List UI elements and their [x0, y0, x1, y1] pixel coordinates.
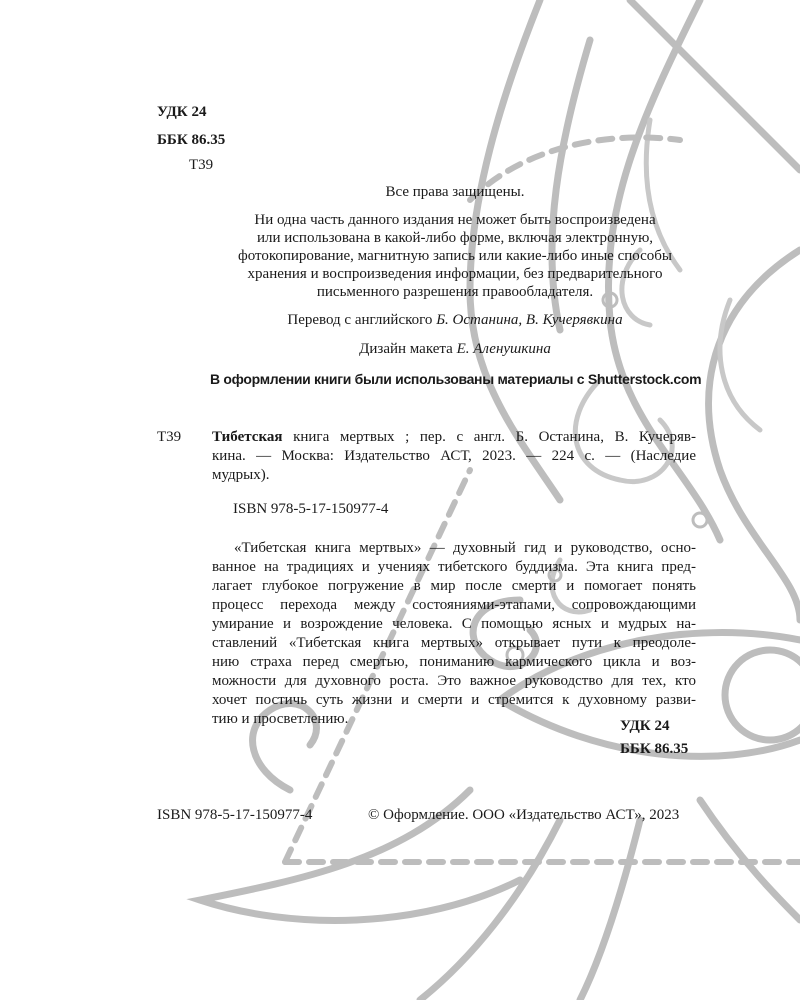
annotation-line: процесс перехода между состояниями-этапами, сопровождающими: [212, 597, 696, 613]
bibliography-line-2: кина. — Москва: Издательство АСТ, 2023. — 224 с. — (Наследие: [212, 448, 696, 464]
footer-copyright: © Оформление. ООО «Издательство АСТ», 2023: [368, 807, 680, 823]
annotation-line: можности для духовного роста. Это важное руководство для тех, кто: [212, 673, 696, 689]
rights-line-5: письменного разрешения правообладателя.: [316, 284, 594, 300]
bibliography-mark: Т39: [157, 429, 182, 445]
annotation-line: хочет постичь суть жизни и смерти и стремится к духовному разви-: [212, 692, 696, 708]
annotation-line: «Тибетская книга мертвых» — духовный гид и руководство, осно-: [234, 540, 696, 556]
annotation-line: умирание и возрождение человека. С помощью ясных и мудрых на-: [212, 616, 696, 632]
annotation-line: тию и просветлению.: [212, 711, 349, 727]
classification-udk: УДК 24: [620, 718, 670, 734]
inner-vein-2: [720, 300, 760, 430]
rights-line-2: или использована в какой-либо форме, включая электронную,: [256, 230, 654, 246]
bibliography-entry: [212, 428, 696, 485]
small-circle-4: [693, 513, 707, 527]
bibliography-line-3: мудрых).: [212, 467, 270, 483]
translation-prefix: Перевод с английского: [287, 312, 437, 328]
annotation-line: ванное на традициях и учениях тибетского буддизма. Эта книга пред-: [212, 559, 696, 575]
bibliography-title-word: Тибетская: [212, 429, 283, 445]
annotation: [212, 539, 696, 729]
isbn-block: ISBN 978-5-17-150977-4: [233, 501, 389, 517]
udk-code: УДК 24: [157, 104, 207, 120]
eye-iris: [725, 650, 800, 740]
design-credit: [210, 340, 700, 359]
rights-line-1: Ни одна часть данного издания не может быть воспроизведена: [254, 212, 656, 228]
translators: Б. Останина, В. Кучерявкина: [436, 312, 623, 328]
annotation-line: лагает глубокое погружение в мир после смерти и помогает понять: [212, 578, 696, 594]
shutterstock-note: В оформлении книги были использованы материалы с Shutterstock.com: [210, 371, 702, 387]
design-prefix: Дизайн макета: [359, 341, 457, 357]
flame-outline-right: [709, 250, 800, 620]
footer-isbn: ISBN 978-5-17-150977-4: [157, 807, 313, 823]
rights-line-4: хранения и воспроизведения информации, без предварительного: [247, 266, 663, 282]
classification-bbk: ББК 86.35: [620, 741, 689, 757]
bibliography-line-1-rest: книга мертвых ; пер. с англ. Б. Останина, В. Кучеряв-: [282, 429, 696, 445]
bbk-code: ББК 86.35: [157, 132, 226, 148]
rights-line-3: фотокопирование, магнитную запись или какие-либо иные способы: [237, 248, 673, 264]
bibliography-line-1: [212, 428, 696, 447]
translation-credit: [210, 311, 700, 330]
designer: Е. Аленушкина: [456, 341, 551, 357]
rights-title: Все права защищены.: [385, 184, 525, 200]
annotation-line: нию страха перед смертью, пониманию кармического цикла и воз-: [212, 654, 696, 670]
petal-lower-2: [580, 820, 640, 1000]
annotation-line: ставлений «Тибетская книга мертвых» открывает пути к преодоле-: [212, 635, 696, 651]
author-mark: Т39: [189, 157, 214, 173]
